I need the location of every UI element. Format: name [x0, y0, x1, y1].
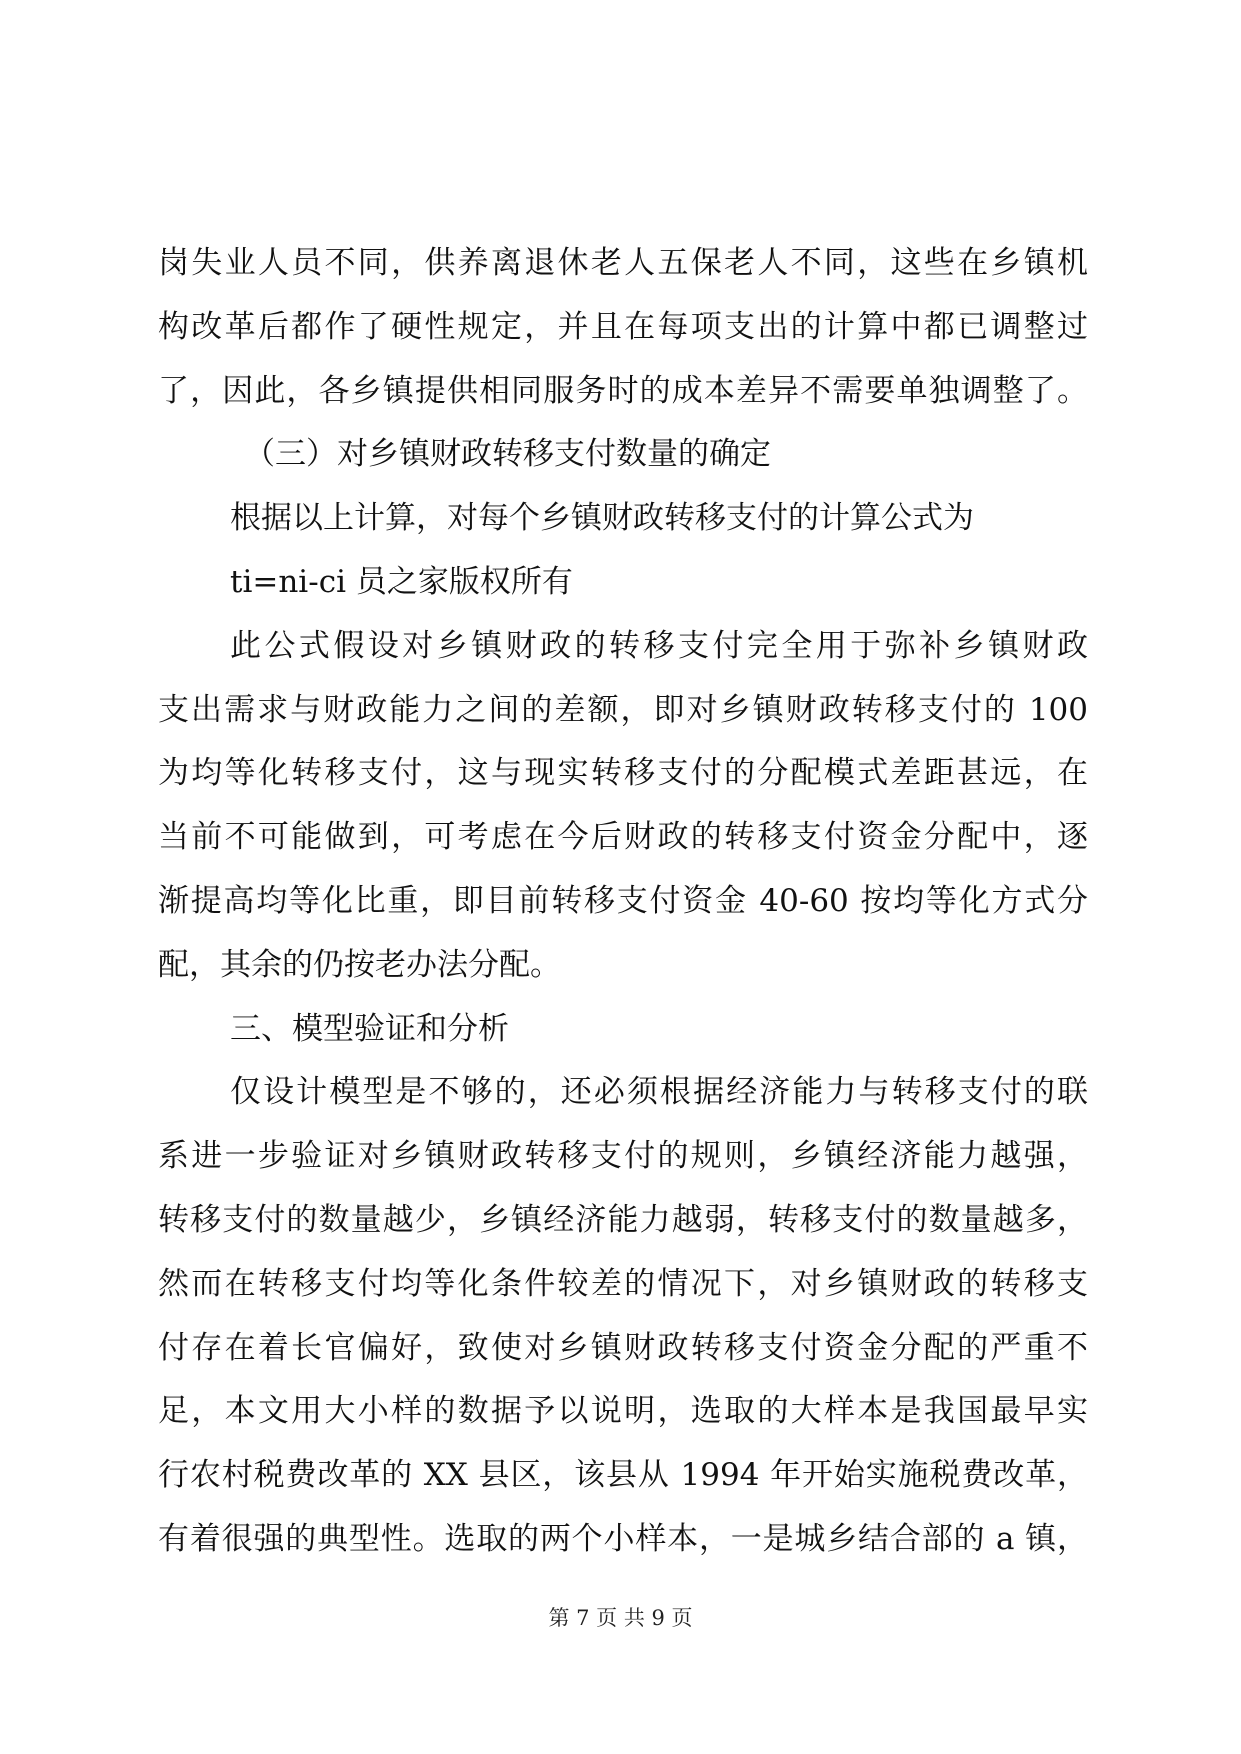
- section-heading: 三、模型验证和分析: [230, 1010, 509, 1047]
- formula-line: ti=ni-ci 员之家版权所有: [230, 563, 573, 600]
- paragraph-line: 配，其余的仍按老办法分配。: [158, 946, 561, 983]
- paragraph-line: 此公式假设对乡镇财政的转移支付完全用于弥补乡镇财政: [230, 627, 1088, 664]
- section-heading: （三）对乡镇财政转移支付数量的确定: [244, 436, 771, 473]
- paragraph-line: 付存在着长官偏好，致使对乡镇财政转移支付资金分配的严重不: [158, 1329, 1088, 1366]
- paragraph-line: 岗失业人员不同，供养离退休老人五保老人不同，这些在乡镇机: [158, 245, 1088, 281]
- paragraph-line: 行农村税费改革的 XX 县区，该县从 1994 年开始实施税费改革，: [158, 1457, 1088, 1494]
- paragraph-line: 然而在转移支付均等化条件较差的情况下，对乡镇财政的转移支: [158, 1265, 1088, 1302]
- page-number-footer: 第 7 页 共 9 页: [548, 1606, 693, 1630]
- paragraph-line: 构改革后都作了硬性规定，并且在每项支出的计算中都已调整过: [158, 308, 1088, 345]
- paragraph-line: 转移支付的数量越少，乡镇经济能力越弱，转移支付的数量越多，: [158, 1201, 1088, 1238]
- paragraph-line: 当前不可能做到，可考虑在今后财政的转移支付资金分配中，逐: [158, 819, 1088, 856]
- paragraph-line: 根据以上计算，对每个乡镇财政转移支付的计算公式为: [230, 500, 974, 537]
- paragraph-line: 支出需求与财政能力之间的差额，即对乡镇财政转移支付的 100: [158, 691, 1088, 728]
- paragraph-line: 渐提高均等化比重，即目前转移支付资金 40-60 按均等化方式分: [158, 882, 1088, 919]
- paragraph-line: 足，本文用大小样的数据予以说明，选取的大样本是我国最早实: [158, 1393, 1088, 1430]
- paragraph-line: 有着很强的典型性。选取的两个小样本，一是城乡结合部的 a 镇，: [158, 1520, 1088, 1557]
- paragraph-line: 了，因此，各乡镇提供相同服务时的成本差异不需要单独调整了。: [158, 372, 1088, 409]
- paragraph-line: 系进一步验证对乡镇财政转移支付的规则，乡镇经济能力越强，: [158, 1138, 1088, 1175]
- paragraph-line: 仅设计模型是不够的，还必须根据经济能力与转移支付的联: [230, 1074, 1088, 1111]
- paragraph-line: 为均等化转移支付，这与现实转移支付的分配模式差距甚远，在: [158, 755, 1088, 792]
- document-body: [158, 232, 1088, 1572]
